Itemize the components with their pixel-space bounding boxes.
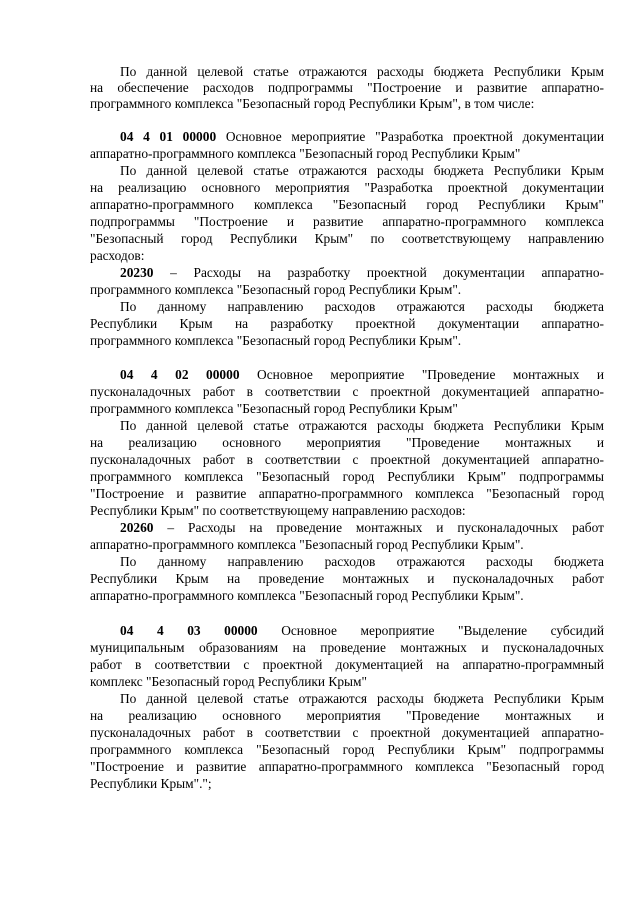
intro-line-3: программного комплекса "Безопасный город Республики Крым", в том числе: [90, 96, 535, 111]
section-title: Основное мероприятие "Выделение субсидий [257, 623, 604, 638]
intro-line-2: на обеспечение расходов подпрограммы "Построение и развитие аппаратно- [90, 80, 604, 95]
section-3-title-line-4: комплекс "Безопасный город Республики Крым" [90, 674, 367, 689]
section-3-desc-line-5: "Построение и развитие аппаратно-программного комплекса "Безопасный город [90, 759, 604, 774]
section-2-desc-line-4: программного комплекса "Безопасный город Республики Крым" подпрограммы [90, 469, 604, 484]
section-2-desc-line-3: пусконаладочных работ в соответствии с проектной документацией аппаратно- [90, 452, 604, 467]
section-3-desc-line-4: программного комплекса "Безопасный город Республики Крым" подпрограммы [90, 742, 604, 757]
section-1-desc-line-4: подпрограммы "Построение и развитие аппаратно-программного комплекса [90, 214, 604, 229]
section-3-title-line-3: работ в соответствии с проектной документацией на аппаратно-программный [90, 657, 604, 672]
section-title: Основное мероприятие "Проведение монтажных и [239, 367, 605, 382]
section-1-desc-line-2: на реализацию основного мероприятия "Разработка проектной документации [90, 180, 604, 195]
section-1-desc-line-6: расходов: [90, 248, 145, 263]
intro-line-1: По данной целевой статье отражаются расходы бюджета Республики Крым [120, 64, 604, 79]
section-title: Основное мероприятие "Разработка проектной документации [216, 129, 605, 144]
direction-code: 20230 [120, 265, 154, 280]
section-1-note-line-2: Республики Крым на разработку проектной документации аппаратно- [90, 316, 604, 331]
target-article-code: 04 4 03 00000 [120, 623, 258, 638]
section-1-direction-line-2: программного комплекса "Безопасный город Республики Крым". [90, 282, 462, 297]
section-1-desc-line-5: "Безопасный город Республики Крым" по соответствующему направлению [90, 231, 604, 246]
section-1-direction [120, 265, 604, 281]
section-2-note-line-1: По данному направлению расходов отражаются расходы бюджета [120, 554, 604, 569]
section-1-desc-line-3: аппаратно-программного комплекса "Безопасный город Республики Крым" [90, 197, 604, 212]
section-2-desc-line-5: "Построение и развитие аппаратно-программного комплекса "Безопасный город [90, 486, 604, 501]
direction-title: – Расходы на проведение монтажных и пусконаладочных работ [153, 520, 604, 535]
section-2-direction [120, 520, 604, 536]
section-1-title-line-2: аппаратно-программного комплекса "Безопасный город Республики Крым" [90, 146, 521, 161]
direction-title: – Расходы на разработку проектной документации аппаратно- [153, 265, 604, 280]
section-2-desc-line-2: на реализацию основного мероприятия "Проведение монтажных и [90, 435, 604, 450]
section-2-note-line-3: аппаратно-программного комплекса "Безопасный город Республики Крым". [90, 588, 524, 603]
section-2-title-line-2: пусконаладочных работ в соответствии с проектной документацией аппаратно- [90, 384, 604, 399]
section-1-desc-line-1: По данной целевой статье отражаются расходы бюджета Республики Крым [120, 163, 604, 178]
section-2-desc-line-1: По данной целевой статье отражаются расходы бюджета Республики Крым [120, 418, 604, 433]
section-1-heading [120, 129, 604, 145]
section-3-desc-line-1: По данной целевой статье отражаются расходы бюджета Республики Крым [120, 691, 604, 706]
section-3-desc-line-6: Республики Крым"."; [90, 776, 212, 791]
target-article-code: 04 4 02 00000 [120, 367, 240, 382]
target-article-code: 04 4 01 00000 [120, 129, 217, 144]
section-2-note-line-2: Республики Крым на проведение монтажных и пусконаладочных работ [90, 571, 604, 586]
section-3-title-line-2: муниципальным образованиям на проведение монтажных и пусконаладочных [90, 640, 604, 655]
direction-code: 20260 [120, 520, 154, 535]
section-3-desc-line-2: на реализацию основного мероприятия "Проведение монтажных и [90, 708, 604, 723]
section-1-note-line-3: программного комплекса "Безопасный город Республики Крым". [90, 333, 462, 348]
section-2-direction-line-2: аппаратно-программного комплекса "Безопасный город Республики Крым". [90, 537, 524, 552]
section-1-note-line-1: По данному направлению расходов отражаются расходы бюджета [120, 299, 604, 314]
section-3-heading [120, 623, 604, 639]
section-2-heading [120, 367, 604, 383]
section-2-title-line-3: программного комплекса "Безопасный город Республики Крым" [90, 401, 458, 416]
section-2-desc-line-6: Республики Крым" по соответствующему направлению расходов: [90, 503, 466, 518]
section-3-desc-line-3: пусконаладочных работ в соответствии с проектной документацией аппаратно- [90, 725, 604, 740]
